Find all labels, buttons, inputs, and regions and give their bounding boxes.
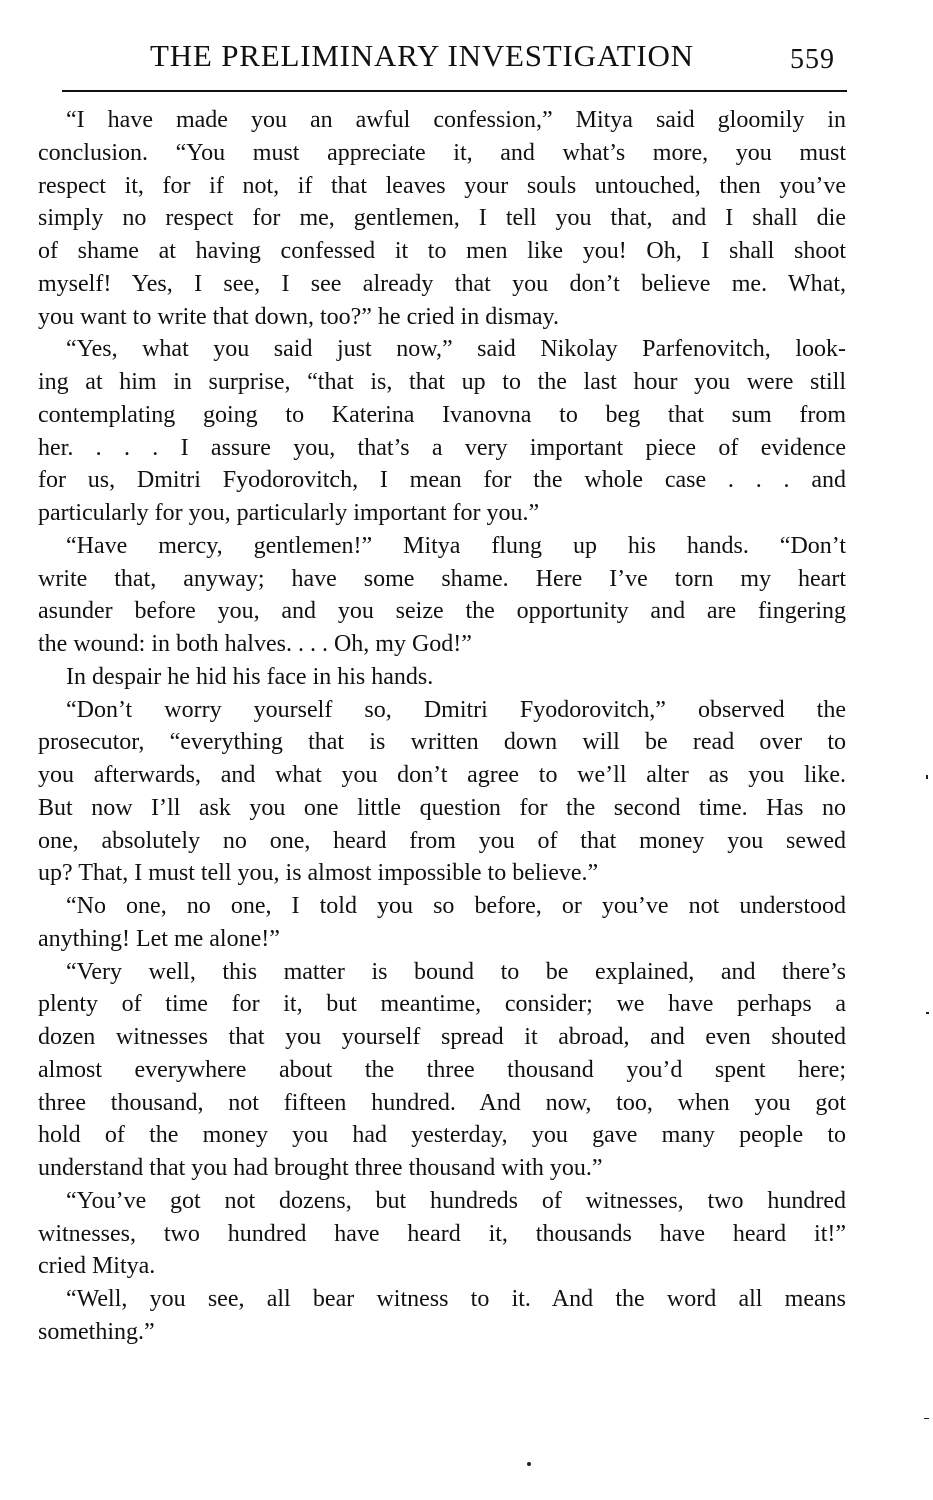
text-line: But now I’ll ask you one little question for the second time. Has no — [38, 794, 846, 821]
chapter-title: THE PRELIMINARY INVESTIGATION — [150, 38, 694, 73]
text-line: “Very well, this matter is bound to be explained, and there’s — [66, 958, 846, 985]
text-line: “Yes, what you said just now,” said Nikolay Parfenovitch, look- — [66, 336, 846, 363]
text-line: almost everywhere about the three thousand you’d spent here; — [38, 1056, 846, 1083]
text-line: particularly for you, particularly important for you.” — [38, 500, 540, 526]
text-line: myself! Yes, I see, I see already that you don’t believe me. What, — [38, 270, 846, 297]
text-line: of shame at having confessed it to men like you! Oh, I shall shoot — [38, 238, 846, 264]
text-line: cried Mitya. — [38, 1253, 156, 1280]
running-head — [150, 38, 850, 78]
text-line: contemplating going to Katerina Ivanovna to beg that sum from — [38, 401, 846, 428]
text-line: “Don’t worry yourself so, Dmitri Fyodorovitch,” observed the — [66, 696, 846, 723]
text-line: simply no respect for me, gentlemen, I tell you that, and I shall die — [38, 205, 846, 232]
text-line: In despair he hid his face in his hands. — [66, 663, 434, 690]
text-line: prosecutor, “everything that is written down will be read over to — [38, 729, 846, 756]
text-line: dozen witnesses that you yourself spread it abroad, and even shouted — [38, 1024, 846, 1050]
text-line: asunder before you, and you seize the opportunity and are fingering — [38, 598, 846, 625]
ink-speck — [926, 775, 928, 779]
text-line: “Have mercy, gentlemen!” Mitya flung up his hands. “Don’t — [66, 532, 846, 559]
text-line: you afterwards, and what you don’t agree to we’ll alter as you like. — [38, 762, 846, 788]
text-line: up? That, I must tell you, is almost impossible to believe.” — [38, 860, 599, 887]
text-line: conclusion. “You must appreciate it, and what’s more, you must — [38, 139, 846, 166]
text-line: the wound: in both halves. . . . Oh, my God!” — [38, 631, 472, 657]
text-line: something.” — [38, 1318, 155, 1345]
text-line: respect it, for if not, if that leaves your souls untouched, then you’ve — [38, 172, 846, 199]
ink-speck — [527, 1462, 531, 1466]
text-line: her. . . . I assure you, that’s a very important piece of evidence — [38, 434, 846, 461]
text-line: “You’ve got not dozens, but hundreds of witnesses, two hundred — [66, 1187, 846, 1214]
text-line: plenty of time for it, but meantime, consider; we have perhaps a — [38, 991, 846, 1018]
ink-speck — [924, 1418, 929, 1419]
page-number: 559 — [790, 44, 835, 75]
text-line: witnesses, two hundred have heard it, thousands have heard it!” — [38, 1220, 846, 1247]
text-line: understand that you had brought three thousand with you.” — [38, 1155, 603, 1181]
text-line: anything! Let me alone!” — [38, 925, 280, 952]
text-line: “I have made you an awful confession,” Mitya said gloomily in — [66, 107, 846, 133]
text-line: “Well, you see, all bear witness to it. And the word all means — [66, 1286, 846, 1312]
text-line: one, absolutely no one, heard from you of that money you sewed — [38, 827, 846, 854]
text-line: write that, anyway; have some shame. Here I’ve torn my heart — [38, 565, 846, 592]
ink-speck — [926, 1012, 929, 1014]
text-line: three thousand, not fifteen hundred. And now, too, when you got — [38, 1089, 846, 1116]
text-line: for us, Dmitri Fyodorovitch, I mean for the whole case . . . and — [38, 467, 846, 494]
text-line: hold of the money you had yesterday, you gave many people to — [38, 1122, 846, 1149]
header-rule — [62, 90, 847, 92]
text-line: you want to write that down, too?” he cried in dismay. — [38, 303, 559, 330]
text-line: ing at him in surprise, “that is, that up to the last hour you were still — [38, 369, 846, 395]
body-text — [38, 104, 846, 1349]
text-line: “No one, no one, I told you so before, or you’ve not understood — [66, 893, 846, 919]
